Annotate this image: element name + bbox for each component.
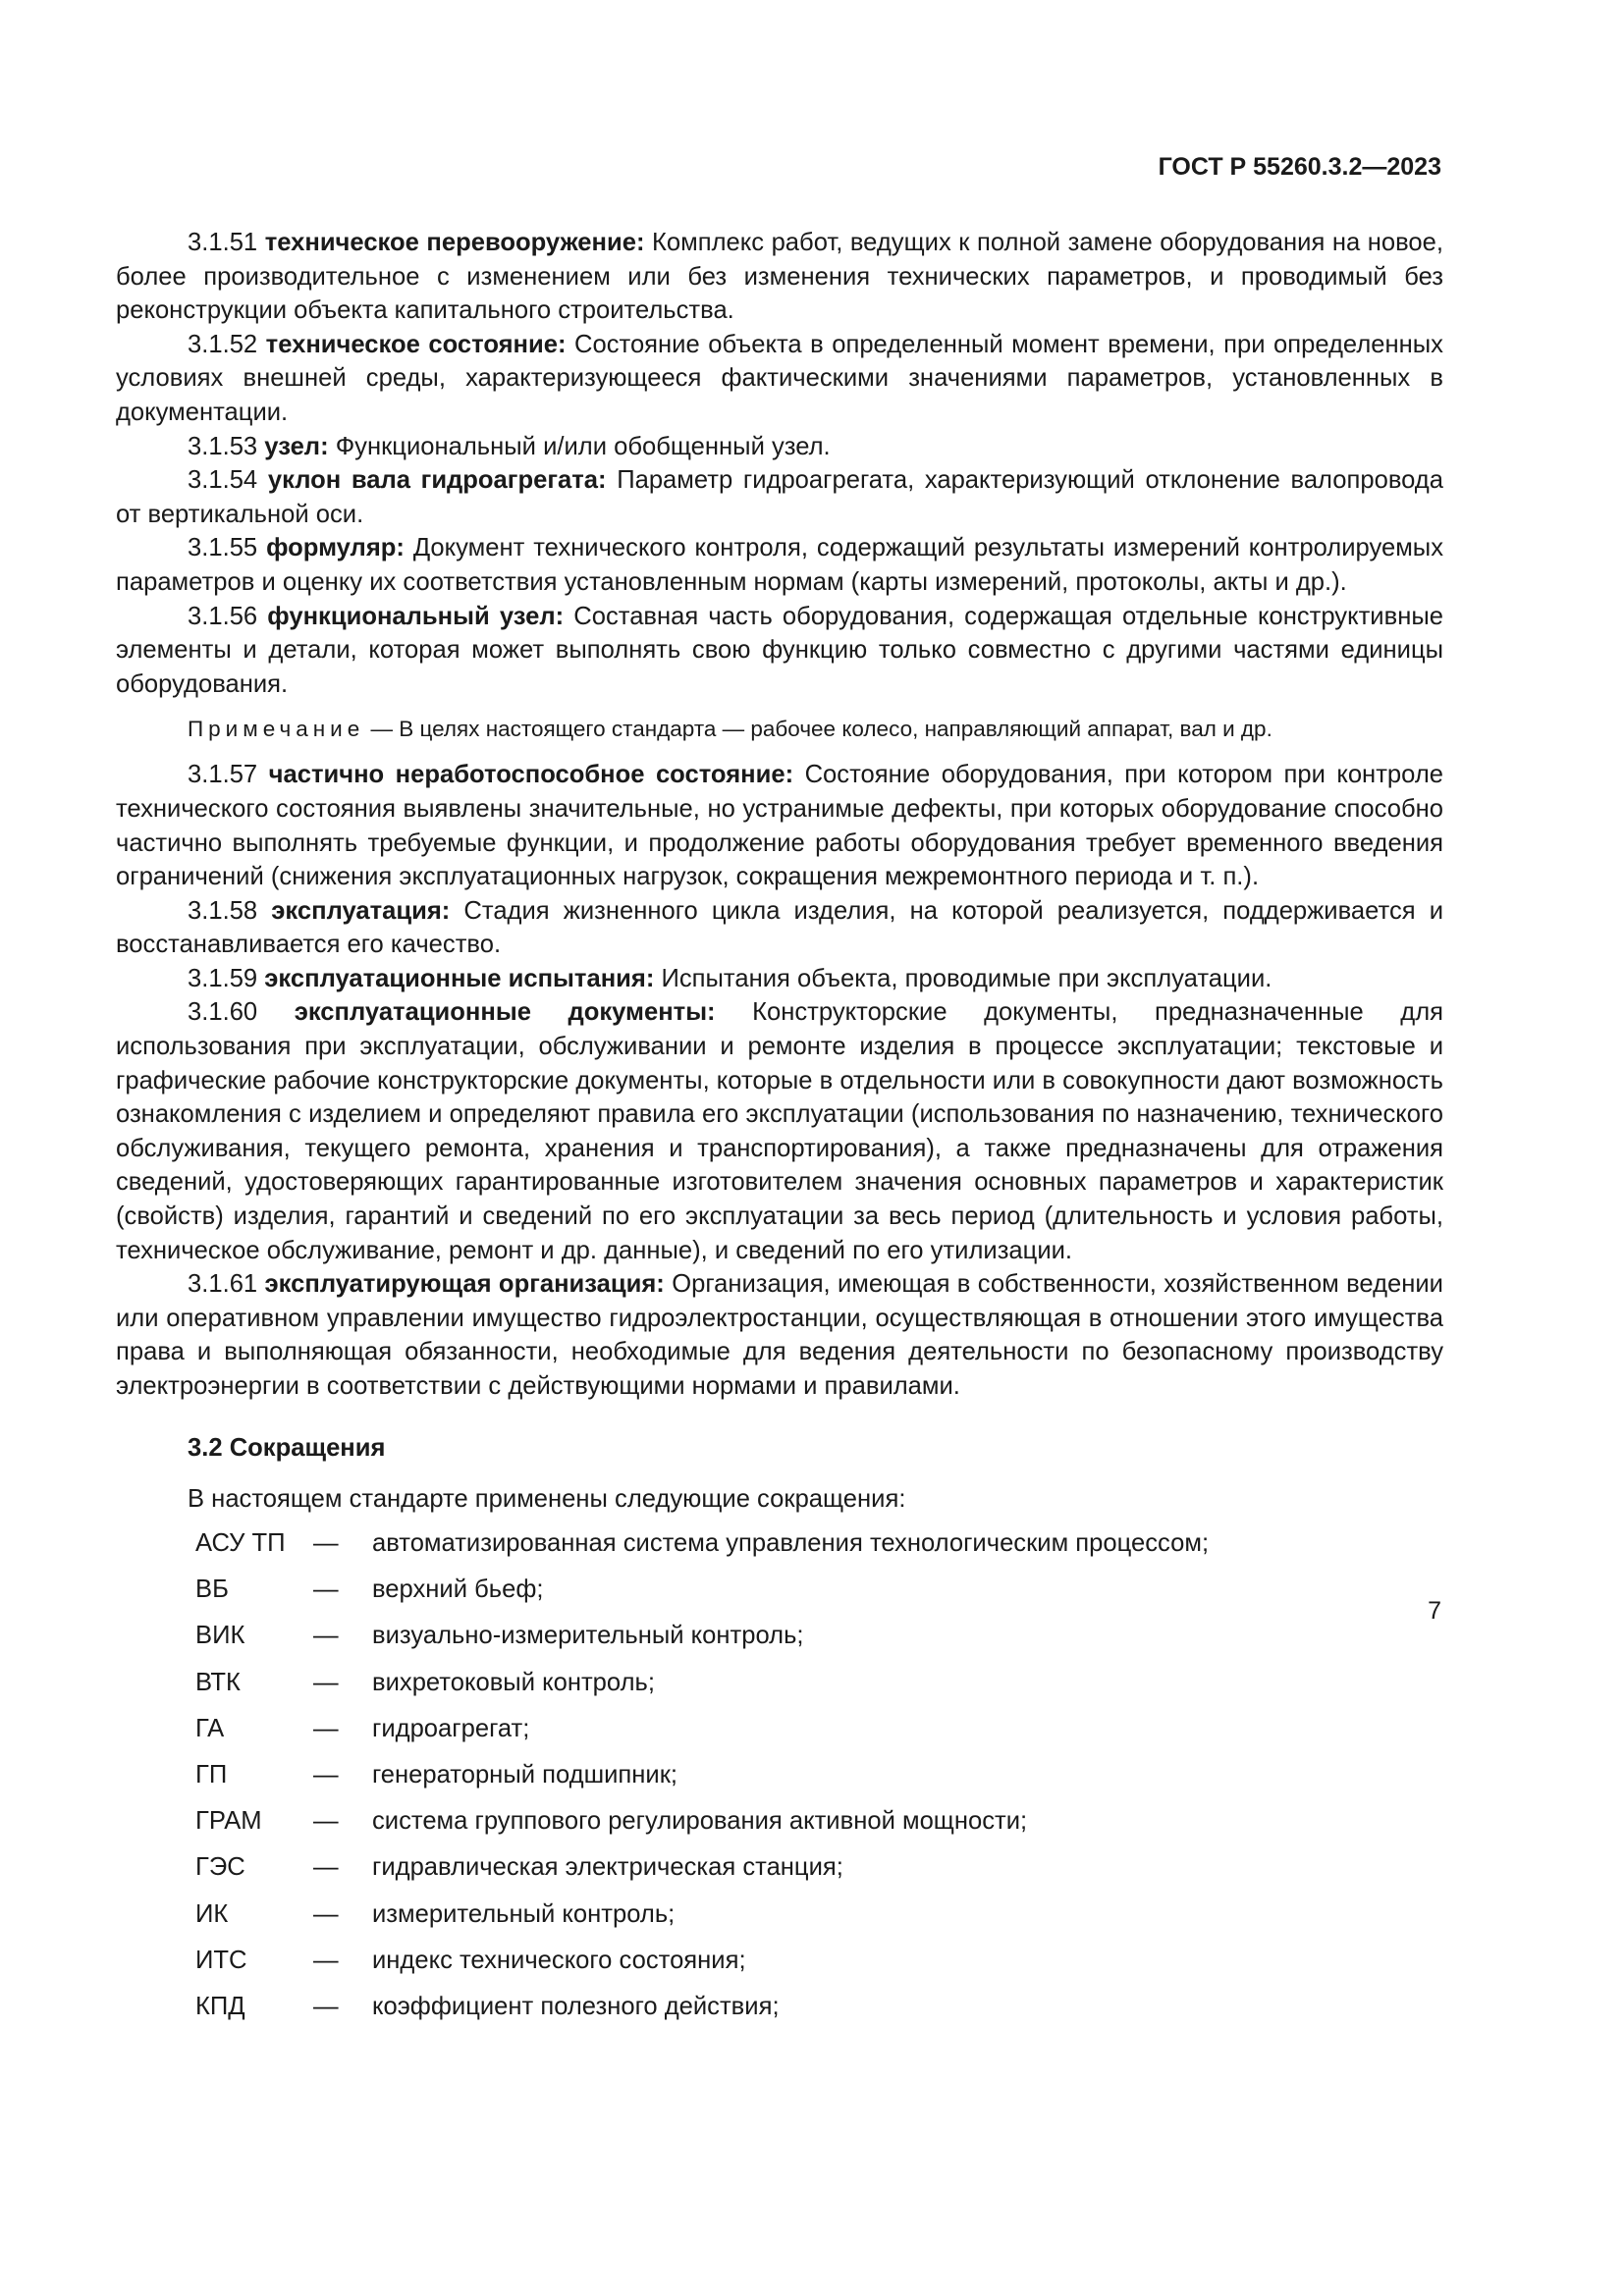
definition-text: Состояние объекта в определенный момент времени, при определенных условиях внешней среды, характеризующееся фактическими значениями параметров, установленных в документации. [116, 330, 1443, 426]
abbreviation-meaning: индекс технического состояния; [372, 1946, 746, 1974]
abbreviation-dash: — [313, 1946, 339, 1974]
abbreviation-row [116, 1613, 1443, 1659]
definition [116, 328, 1443, 430]
abbreviation-dash: — [313, 1529, 339, 1558]
abbreviation-meaning: визуально-измерительный контроль; [372, 1622, 804, 1650]
abbreviation-list [116, 1521, 1443, 2030]
document-header: ГОСТ Р 55260.3.2—2023 [1158, 153, 1441, 181]
definition-term: функциональный узел: [267, 602, 565, 630]
abbreviation-meaning: автоматизированная система управления технологическим процессом; [372, 1529, 1210, 1558]
abbreviation-dash: — [313, 1807, 339, 1836]
definition-text: Функциональный и/или обобщенный узел. [335, 432, 831, 460]
abbreviation-row [116, 1798, 1443, 1844]
definition-text: Организация, имеющая в собственности, хозяйственном ведении или оперативном управлении имущество гидроэлектростанции, осуществляющая в отношении этого имущества права и выполняющая обязанности, необходимые для ведения деятельности по безопасному производству электроэнергии в соответствии с действующими нормами и правилами. [116, 1270, 1443, 1400]
definition-number: 3.1.53 [188, 432, 258, 460]
definition-number: 3.1.58 [188, 896, 258, 925]
definition-term: эксплуатационные испытания: [264, 964, 655, 992]
definition-number: 3.1.61 [188, 1270, 258, 1299]
abbreviation-row [116, 1891, 1443, 1937]
abbreviation-code: ГП [195, 1761, 228, 1789]
abbreviation-dash: — [313, 1761, 339, 1789]
abbreviation-code: ВТК [195, 1668, 241, 1696]
definition-number: 3.1.57 [188, 761, 258, 789]
abbreviation-dash: — [313, 1899, 339, 1928]
definition [116, 758, 1443, 893]
definition [116, 894, 1443, 962]
definition-text: Документ технического контроля, содержащий результаты измерений контролируемых параметров и оценку их соответствия установленным нормам (карты измерений, протоколы, акты и др.). [116, 534, 1443, 596]
abbreviation-row [116, 1937, 1443, 1983]
abbreviation-code: ВБ [195, 1575, 229, 1604]
definition-text: Составная часть оборудования, содержащая отдельные конструктивные элементы и детали, которая может выполнять свою функцию только совместно с другими частями единицы оборудования. [116, 602, 1443, 698]
abbreviation-dash: — [313, 1622, 339, 1650]
abbreviation-meaning: вихретоковый контроль; [372, 1668, 655, 1696]
definition-text: Стадия жизненного цикла изделия, на которой реализуется, поддерживается и восстанавливается его качество. [116, 896, 1443, 959]
definition-text: Комплекс работ, ведущих к полной замене оборудования на новое, более производительное с изменением или без изменения технических параметров, и проводимый без реконструкции объекта капитального строительства. [116, 229, 1443, 325]
definition-text: Состояние оборудования, при котором при контроле технического состояния выявлены значительные, но устранимые дефекты, при которых оборудование способно частично выполнять требуемые функции, и продолжение работы оборудования требует временного введения ограничений (снижения эксплуатационных нагрузок, сокращения межремонтного периода и т. п.). [116, 761, 1443, 891]
definition-term: эксплуатирующая организация: [264, 1270, 665, 1299]
definition [116, 226, 1443, 328]
abbreviation-row [116, 1567, 1443, 1613]
definition-term: техническое состояние: [265, 330, 567, 358]
definition-term: узел: [264, 432, 329, 460]
abbreviation-code: ВИК [195, 1622, 245, 1650]
page-content [116, 226, 1443, 2030]
abbreviation-meaning: гидравлическая электрическая станция; [372, 1853, 843, 1882]
definition-number: 3.1.60 [188, 998, 258, 1027]
definition [116, 463, 1443, 531]
abbreviation-meaning: верхний бьеф; [372, 1575, 544, 1604]
abbreviation-dash: — [313, 1992, 339, 2020]
definition-text: Параметр гидроагрегата, характеризующий отклонение валопровода от вертикальной оси. [116, 466, 1443, 528]
definition [116, 962, 1443, 996]
abbreviation-meaning: измерительный контроль; [372, 1899, 676, 1928]
abbreviation-row [116, 1984, 1443, 2030]
section-intro: В настоящем стандарте применены следующие сокращения: [188, 1485, 906, 1514]
definition-number: 3.1.56 [188, 602, 258, 630]
definition-number: 3.1.51 [188, 229, 258, 256]
definition [116, 430, 1443, 464]
definition-term: уклон вала гидроагрегата: [267, 466, 607, 495]
definition-text: Конструкторские документы, предназначенные для использования при эксплуатации, обслуживании и ремонте изделия в процессе эксплуатации; текстовые и графические рабочие конструкторские документы, которые в отдельности или в совокупности дают возможность ознакомления с изделием и определяют правила его эксплуатации (использования по назначению, технического обслуживания, текущего ремонта, хранения и транспортирования), а также предназначены для отражения сведений, удостоверяющих гарантированные изготовителем значения основных параметров и характеристик (свойств) изделия, гарантий и сведений по его эксплуатации за весь период (длительность и условия работы, техническое обслуживание, ремонт и др. данные), и сведений по его утилизации. [116, 998, 1443, 1264]
definition [116, 1267, 1443, 1403]
page-number: 7 [1428, 1597, 1441, 1625]
definition [116, 600, 1443, 702]
abbreviation-dash: — [313, 1853, 339, 1882]
abbreviation-code: ИТС [195, 1946, 247, 1974]
definition [116, 531, 1443, 599]
definition-number: 3.1.55 [188, 534, 258, 562]
abbreviation-code: ГРАМ [195, 1807, 262, 1836]
abbreviation-code: ИК [195, 1899, 229, 1928]
definition-term: эксплуатационные документы: [294, 998, 716, 1027]
abbreviation-code: ГЭС [195, 1853, 245, 1882]
abbreviation-row [116, 1844, 1443, 1891]
definition [116, 995, 1443, 1267]
note-label: Примечание [188, 717, 365, 742]
abbreviation-meaning: система группового регулирования активной мощности; [372, 1807, 1028, 1836]
definition-term: техническое перевооружение: [264, 229, 645, 256]
abbreviation-code: ГА [195, 1714, 225, 1742]
definition-number: 3.1.54 [188, 466, 258, 495]
definition-number: 3.1.59 [188, 964, 258, 992]
abbreviation-row [116, 1706, 1443, 1752]
definition-text: Испытания объекта, проводимые при эксплуатации. [661, 964, 1272, 992]
abbreviation-row [116, 1521, 1443, 1567]
abbreviation-dash: — [313, 1575, 339, 1604]
abbreviation-meaning: коэффициент полезного действия; [372, 1992, 780, 2020]
note-text: — В целях настоящего стандарта — рабочее колесо, направляющий аппарат, вал и др. [370, 717, 1272, 742]
abbreviation-meaning: генераторный подшипник; [372, 1761, 678, 1789]
abbreviation-row [116, 1659, 1443, 1705]
abbreviation-code: КПД [195, 1992, 245, 2020]
abbreviation-meaning: гидроагрегат; [372, 1714, 530, 1742]
definition-term: частично неработоспособное состояние: [268, 761, 794, 789]
abbreviation-dash: — [313, 1714, 339, 1742]
definition-term: формуляр: [266, 534, 405, 562]
definition-term: эксплуатация: [271, 896, 451, 925]
abbreviation-row [116, 1752, 1443, 1798]
definition-number: 3.1.52 [188, 330, 258, 358]
note [188, 715, 1443, 744]
abbreviation-dash: — [313, 1668, 339, 1696]
abbreviation-code: АСУ ТП [195, 1529, 286, 1558]
section-title: 3.2 Сокращения [188, 1433, 386, 1462]
